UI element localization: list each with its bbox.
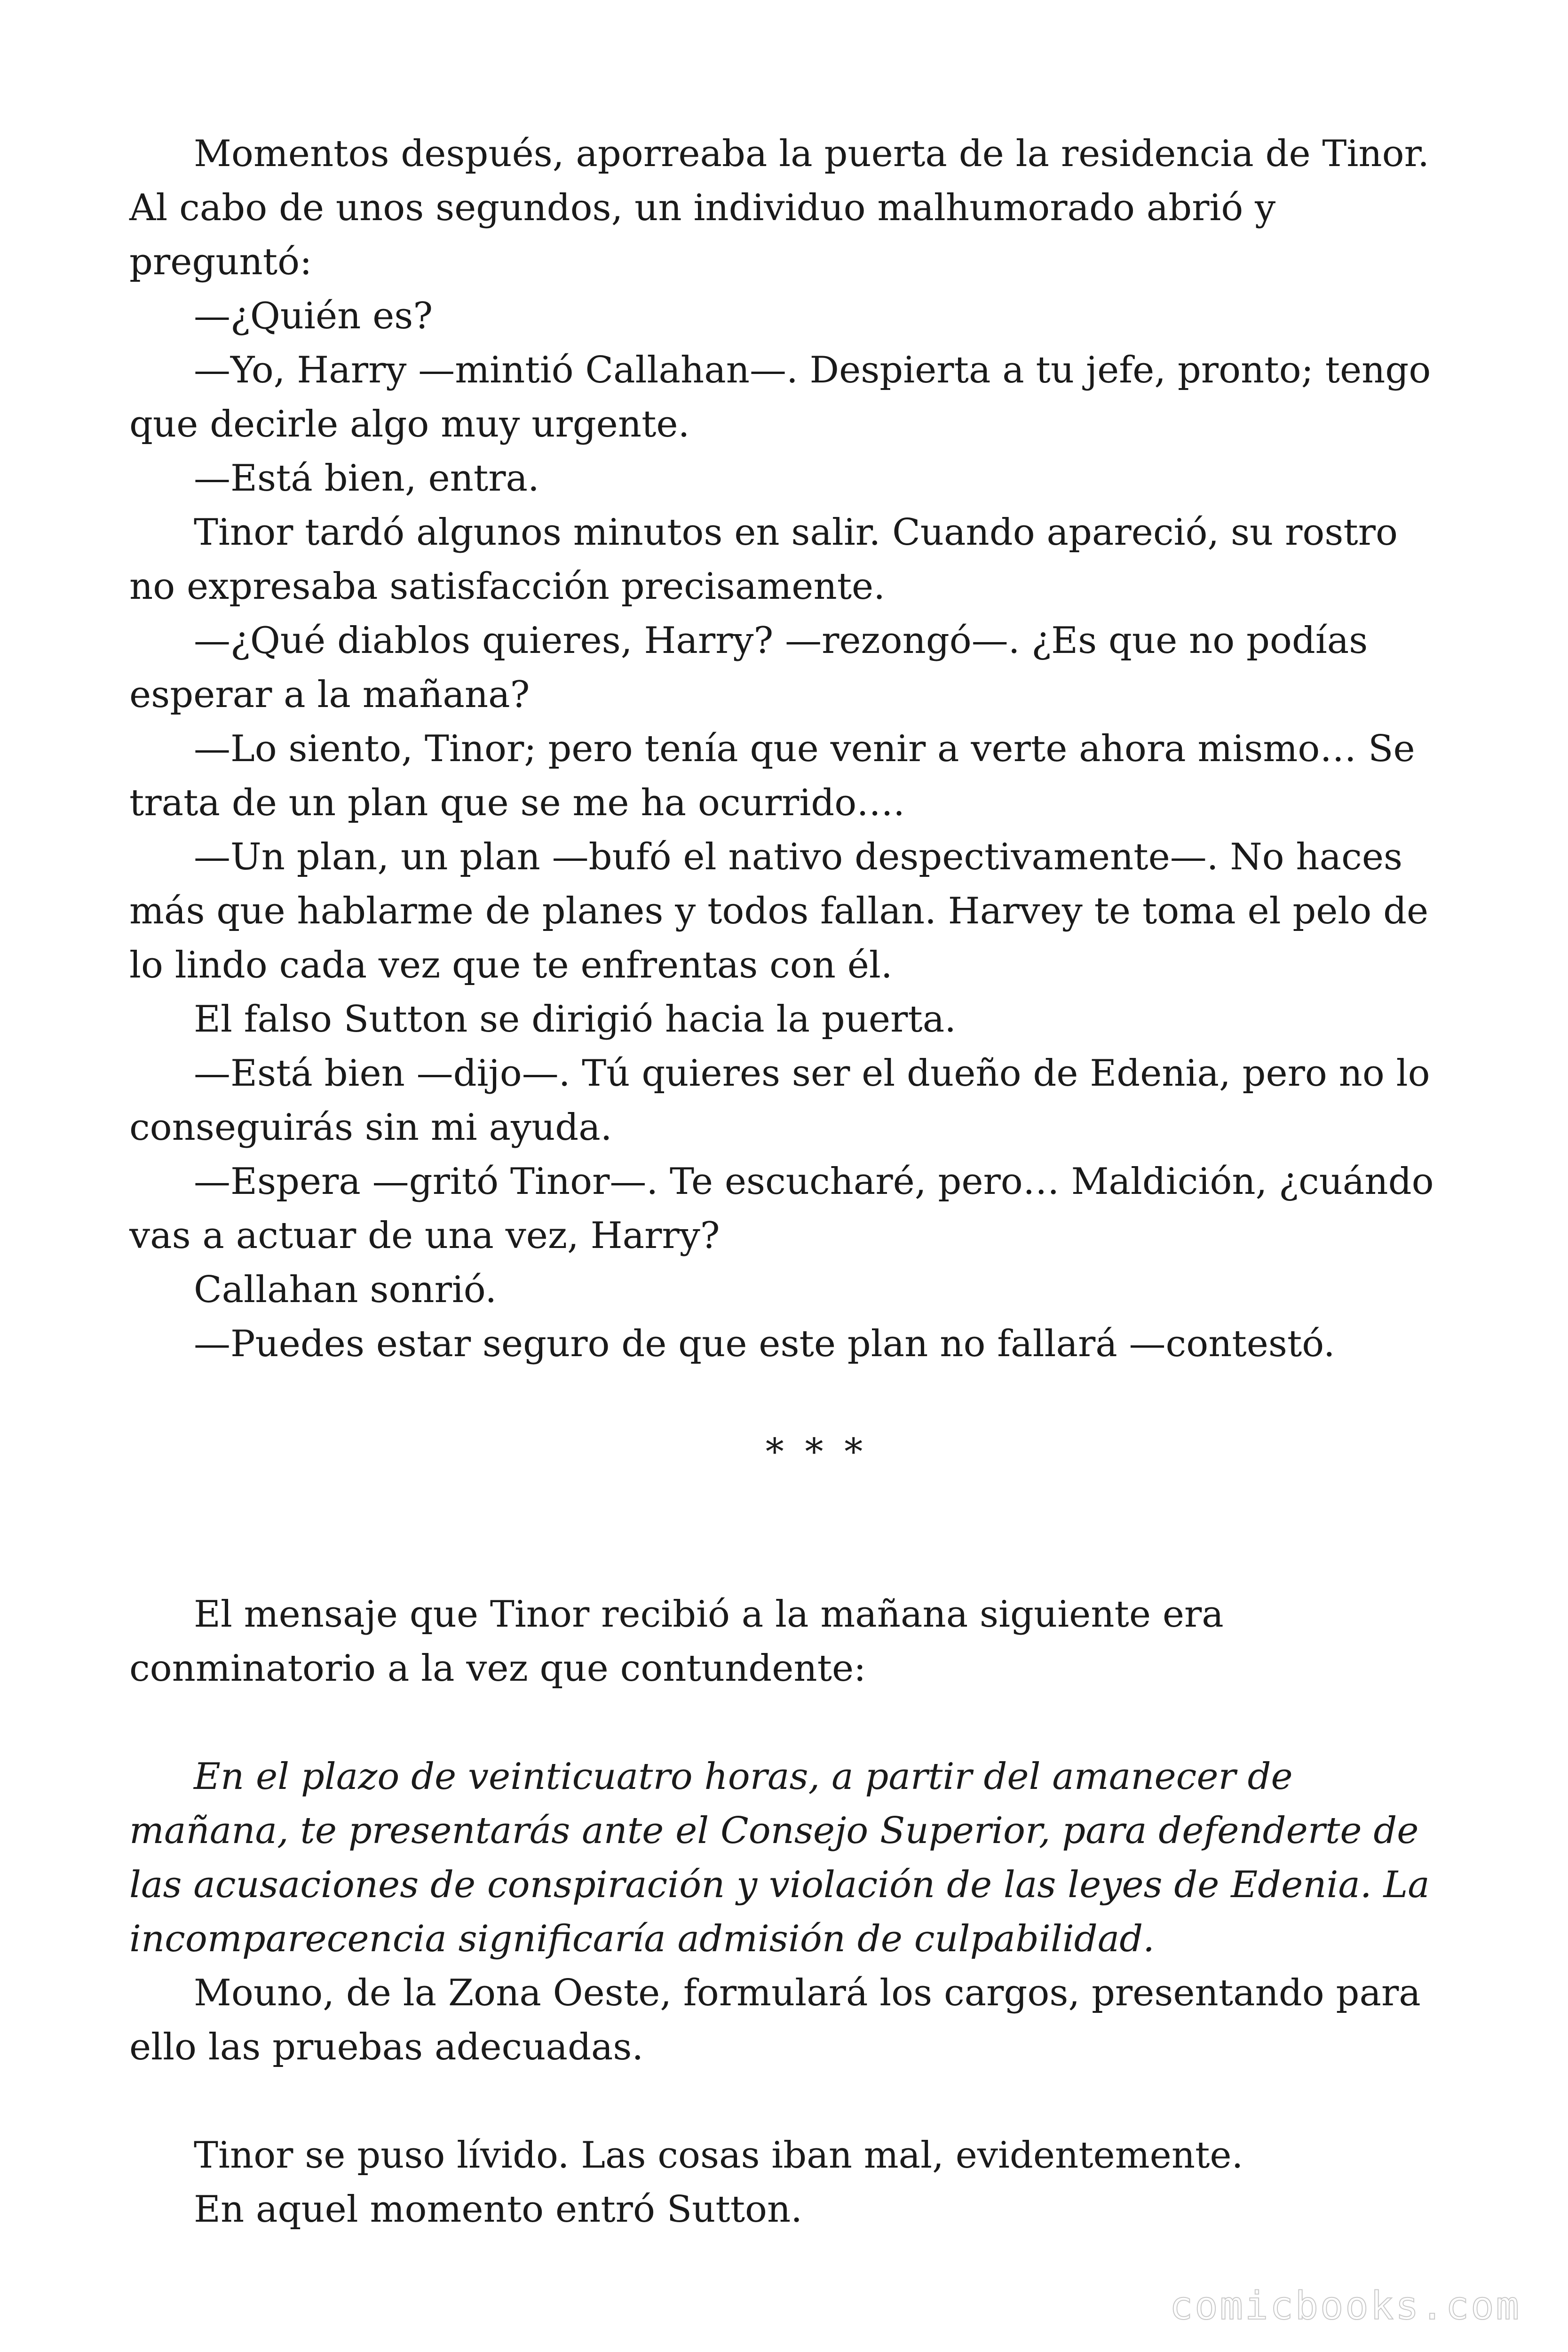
dialogue-line: —¿Quién es? xyxy=(194,295,433,337)
paragraph: En aquel momento entró Sutton. xyxy=(194,2188,803,2231)
dialogue-line: —Está bien, entra. xyxy=(194,457,539,500)
dialogue-line: —Lo siento, Tinor; pero tenía que venir a verte ahora mismo… Se trata de un plan que se me ha ocurrido…. xyxy=(129,728,1415,824)
dialogue-line: —Puedes estar seguro de que este plan no fallará —contestó. xyxy=(194,1323,1335,1365)
paragraph: Callahan sonrió. xyxy=(194,1269,497,1311)
watermark: comicbooks.com xyxy=(1169,2284,1521,2328)
dialogue-line: —Un plan, un plan —bufó el nativo despectivamente—. No haces más que hablarme de planes y todos fallan. Harvey te toma el pelo de lo lindo cada vez que te enfrentas con él. xyxy=(129,836,1429,986)
dialogue-line: —¿Qué diablos quieres, Harry? —rezongó—. ¿Es que no podías esperar a la mañana? xyxy=(129,620,1368,716)
message-signature: Mouno, de la Zona Oeste, formulará los cargos, presentando para ello las pruebas adecuadas. xyxy=(129,1972,1421,2068)
spacer xyxy=(129,1696,1439,1750)
scene-break: * * * xyxy=(765,1431,868,1473)
paragraph: Tinor se puso lívido. Las cosas iban mal, evidentemente. xyxy=(194,2134,1243,2177)
paragraph: El mensaje que Tinor recibió a la mañana siguiente era conminatorio a la vez que contundente: xyxy=(129,1593,1224,1690)
paragraph: Momentos después, aporreaba la puerta de la residencia de Tinor. Al cabo de unos segundos, un individuo malhumorado abrió y preguntó: xyxy=(129,133,1430,283)
message-text: En el plazo de veinticuatro horas, a partir del amanecer de mañana, te presentarás ante el Consejo Superior, para defenderte de las acusaciones de conspiración y violación de las leyes de Edenia. La incomparecencia significaría admisión de culpabilidad. xyxy=(129,1756,1430,1960)
body-text xyxy=(129,127,1439,2237)
dialogue-line: —Yo, Harry —mintió Callahan—. Despierta a tu jefe, pronto; tengo que decirle algo muy urgente. xyxy=(129,349,1431,445)
paragraph: El falso Sutton se dirigió hacia la puerta. xyxy=(194,998,957,1041)
dialogue-line: —Está bien —dijo—. Tú quieres ser el dueño de Edenia, pero no lo conseguirás sin mi ayuda. xyxy=(129,1052,1430,1149)
spacer xyxy=(129,2074,1439,2129)
dialogue-line: —Espera —gritó Tinor—. Te escucharé, pero… Maldición, ¿cuándo vas a actuar de una vez, Harry? xyxy=(129,1160,1434,1257)
paragraph: Tinor tardó algunos minutos en salir. Cuando apareció, su rostro no expresaba satisfacción precisamente. xyxy=(129,511,1398,608)
